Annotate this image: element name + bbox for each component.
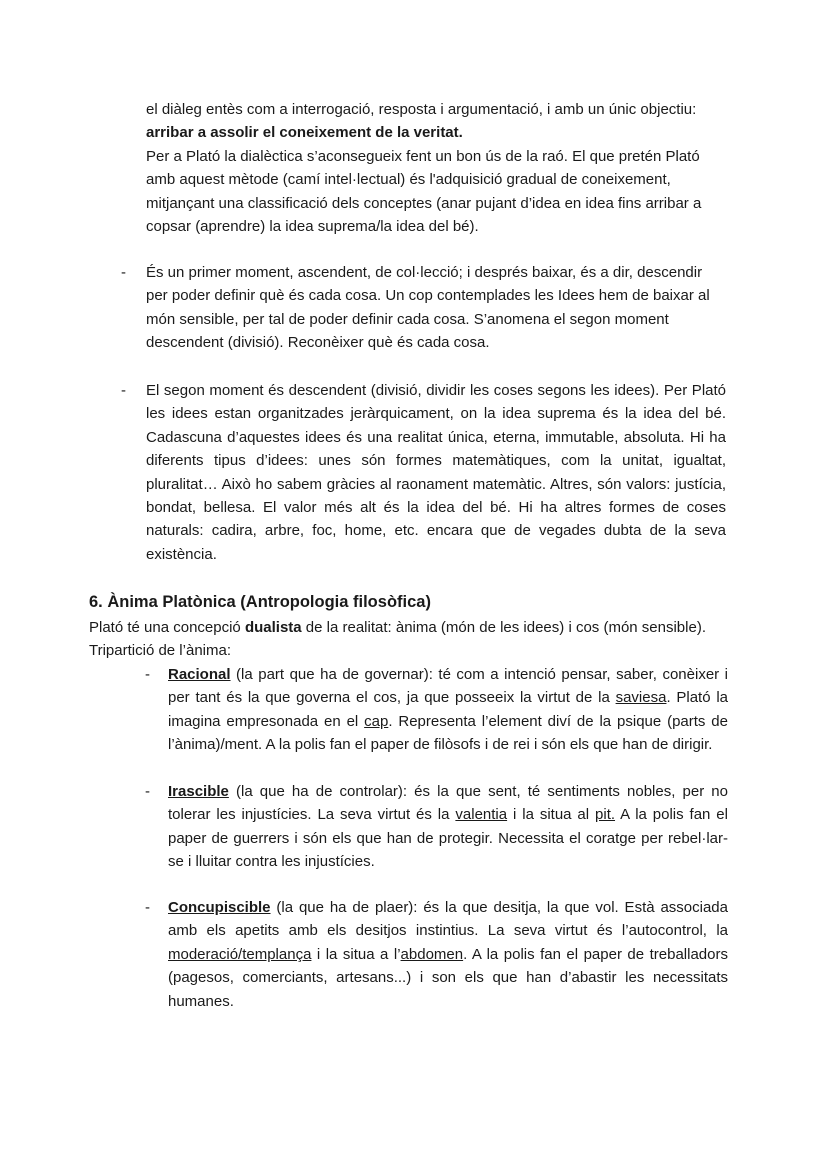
soul-part-irascible	[168, 780, 728, 874]
soul-text: . Plató la imagina empresonada en el	[168, 689, 729, 730]
section-heading: 6. Ànima Platònica (Antropologia filosòfica)	[89, 593, 431, 611]
soul-term: Racional	[168, 666, 231, 683]
bullet-dash: -	[145, 783, 150, 800]
soul-text: . Representa l’element diví de la psique (parts de l’ànima)/ment. A la polis fan el paper de filòsofs i de rei i són els que han de dirigir.	[168, 712, 728, 754]
soul-text: (la que ha de controlar): és la que sent, té sentiments nobles, per no tolerar les injustícies. La seva virtut és la	[168, 783, 728, 824]
bullet-dash: -	[121, 264, 126, 281]
bullet-descendent	[146, 379, 726, 566]
dualism-text-a: Plató té una concepció	[89, 619, 245, 636]
soul-term: Irascible	[168, 783, 229, 800]
virtue-term: saviesa	[615, 689, 667, 707]
intro-bold-line: arribar a assolir el coneixement de la veritat.	[146, 124, 463, 142]
bullet-dash: -	[145, 899, 150, 916]
soul-text: A la polis fan el paper de guerrers i són els que han de protegir. Necessita el coratge per rebel·lar-se i lluitar contra les injustícies.	[168, 806, 728, 871]
dualism-text-b: de la realitat: ànima (món de les idees) i cos (món sensible).	[301, 619, 706, 636]
intro-line: el diàleg entès com a interrogació, resposta i argumentació, i amb un únic objectiu:	[146, 101, 697, 118]
virtue-term: valentia	[455, 806, 508, 824]
bullet-text: És un primer moment, ascendent, de col·lecció; i després baixar, és a dir, descendir per poder definir què és cada cosa. Un cop contemplades les Idees hem de baixar al món sensible, per tal de poder definir cada cosa. S’anomena el segon moment descendent (divisió). Reconèixer què és cada cosa.	[146, 264, 710, 352]
soul-part-text	[168, 663, 728, 757]
soul-text: i la situa al	[507, 806, 596, 824]
tripartition-line: Tripartició de l’ànima:	[89, 642, 231, 660]
bullet-dash: -	[121, 382, 126, 399]
intro-paragraph: Per a Plató la dialèctica s’aconsegueix fent un bon ús de la raó. El que pretén Plató amb aquest mètode (camí intel·lectual) és l'adquisició gradual de coneixement, mitjançant una classificació dels conceptes (anar pujant d’idea en idea fins arribar a copsar (aprendre) la idea suprema/la idea del bé).	[146, 147, 702, 236]
soul-text: i la situa a l’	[311, 945, 401, 963]
section-intro	[89, 616, 749, 663]
body-location-term: pit.	[595, 806, 616, 824]
soul-text: (la part que ha de governar): té com a intenció pensar, saber, conèixer i per tant és la que governa el cos, ja que posseeix la virtut de la	[168, 666, 728, 707]
soul-part-text	[168, 780, 728, 874]
body-location-term: abdomen	[400, 945, 464, 963]
intro-block	[146, 98, 724, 238]
soul-part-text	[168, 896, 728, 1013]
dualism-line	[89, 616, 749, 639]
bullet-text: El segon moment és descendent (divisió, dividir les coses segons les idees). Per Plató les idees estan organitzades jeràrquicament, on la idea suprema és la idea del bé. Cadascuna d’aquestes idees és una realitat única, eterna, immutable, absoluta. Hi ha diferents tipus d’idees: unes són formes matemàtiques, com la unitat, igualtat, pluralitat… Això ho sabem gràcies al raonament matemàtic. Altres, són valors: justícia, bondat, bellesa. El valor més alt és la idea del bé. Hi ha altres formes de coses naturals: cadira, arbre, foc, home, etc. encara que de vegades dubta de la seva existència.	[146, 382, 726, 563]
bullet-dash: -	[145, 666, 150, 683]
soul-text: (la que ha de plaer): és la que desitja, la que vol. Està associada amb els apetits amb els desitjos instintius. La seva virtut és l’autocontrol, la	[168, 899, 728, 940]
soul-part-concupiscible	[168, 896, 728, 1013]
body-location-term: cap	[364, 712, 389, 730]
dualism-bold: dualista	[244, 619, 302, 636]
bullet-ascendent	[146, 261, 724, 355]
soul-part-racional	[168, 663, 728, 757]
soul-text: . A la polis fan el paper de treballadors (pagesos, comerciants, artesans...) i son els que han d’abastir les necessitats humanes.	[168, 945, 728, 1010]
virtue-term: moderació/templança	[168, 945, 312, 963]
soul-term: Concupiscible	[168, 899, 271, 916]
